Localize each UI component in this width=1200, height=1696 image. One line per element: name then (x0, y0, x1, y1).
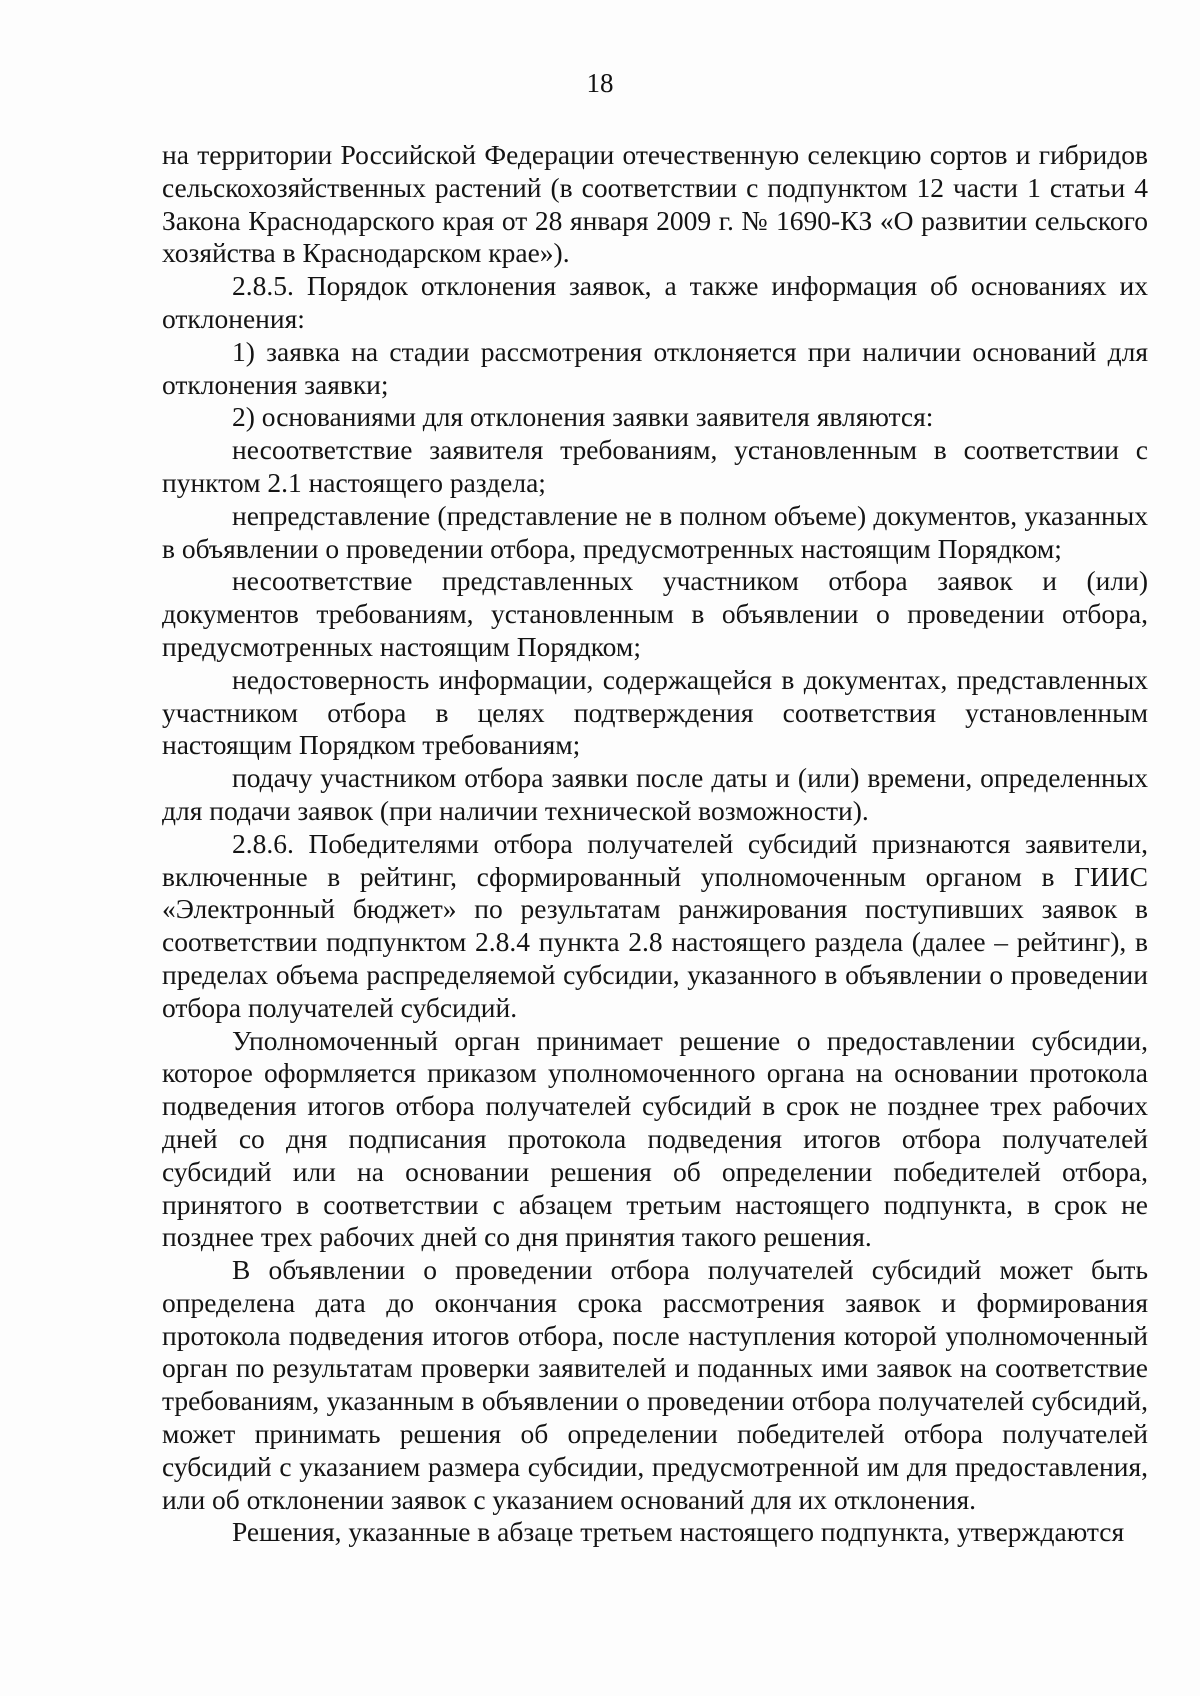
paragraph-section-2-8-5: 2.8.5. Порядок отклонения заявок, а также информация об основаниях их отклонения: (162, 270, 1148, 334)
page-number: 18 (586, 68, 614, 98)
paragraph-ground-3: несоответствие представленных участником отбора заявок и (или) документов требованиям, установленным в объявлении о проведении отбора, предусмотренных настоящим Порядком; (162, 565, 1148, 662)
paragraph-ground-5: подачу участником отбора заявки после даты и (или) времени, определенных для подачи заявок (при наличии технической возможности). (162, 762, 1148, 826)
paragraph-continuation: на территории Российской Федерации отечественную селекцию сортов и гибридов сельскохозяйственных растений (в соответствии с подпунктом 12 части 1 статьи 4 Закона Краснодарского края от 28 января 2009 г. № 1690-КЗ «О развитии сельского хозяйства в Краснодарском крае»). (162, 139, 1148, 269)
paragraph-announcement: В объявлении о проведении отбора получателей субсидий может быть определена дата до окончания срока рассмотрения заявок и формирования протокола подведения итогов отбора, после наступления которой уполномоченный орган по результатам проверки заявителей и поданных ими заявок на соответствие требованиям, указанным в объявлении о проведении отбора получателей субсидий, может принимать решения об определении победителей отбора получателей субсидий с указанием размера субсидии, предусмотренной им для предоставления, или об отклонении заявок с указанием оснований для их отклонения. (162, 1254, 1148, 1515)
paragraph-section-2-8-6: 2.8.6. Победителями отбора получателей субсидий признаются заявители, включенные в рейтинг, сформированный уполномоченным органом в ГИИС «Электронный бюджет» по результатам ранжирования поступивших заявок в соответствии подпунктом 2.8.4 пункта 2.8 настоящего раздела (далее – рейтинг), в пределах объема распределяемой субсидии, указанного в объявлении о проведении отбора получателей субсидий. (162, 827, 1148, 1023)
paragraph-ground-4: недостоверность информации, содержащейся в документах, представленных участником отбора в целях подтверждения соответствия установленным настоящим Порядком требованиям; (162, 663, 1148, 761)
paragraph-ground-2: непредставление (представление не в полном объеме) документов, указанных в объявлении о проведении отбора, предусмотренных настоящим Порядком; (162, 499, 1148, 564)
document-body (162, 139, 1148, 1549)
paragraph-item-2: 2) основаниями для отклонения заявки заявителя являются: (232, 401, 934, 433)
paragraph-item-1: 1) заявка на стадии рассмотрения отклоняется при наличии оснований для отклонения заявки; (162, 335, 1148, 400)
paragraph-decisions-approval: Решения, указанные в абзаце третьем настоящего подпункта, утверждаются (232, 1516, 1125, 1548)
paragraph-decision: Уполномоченный орган принимает решение о предоставлении субсидии, которое оформляется приказом уполномоченного органа на основании протокола подведения итогов отбора получателей субсидий в срок не позднее трех рабочих дней со дня подписания протокола подведения итогов отбора получателей субсидий или на основании решения об определении победителей отбора, принятого в соответствии с абзацем третьим настоящего подпункта, в срок не позднее трех рабочих дней со дня принятия такого решения. (162, 1024, 1148, 1253)
paragraph-ground-1: несоответствие заявителя требованиям, установленным в соответствии с пунктом 2.1 настоящего раздела; (162, 434, 1148, 498)
